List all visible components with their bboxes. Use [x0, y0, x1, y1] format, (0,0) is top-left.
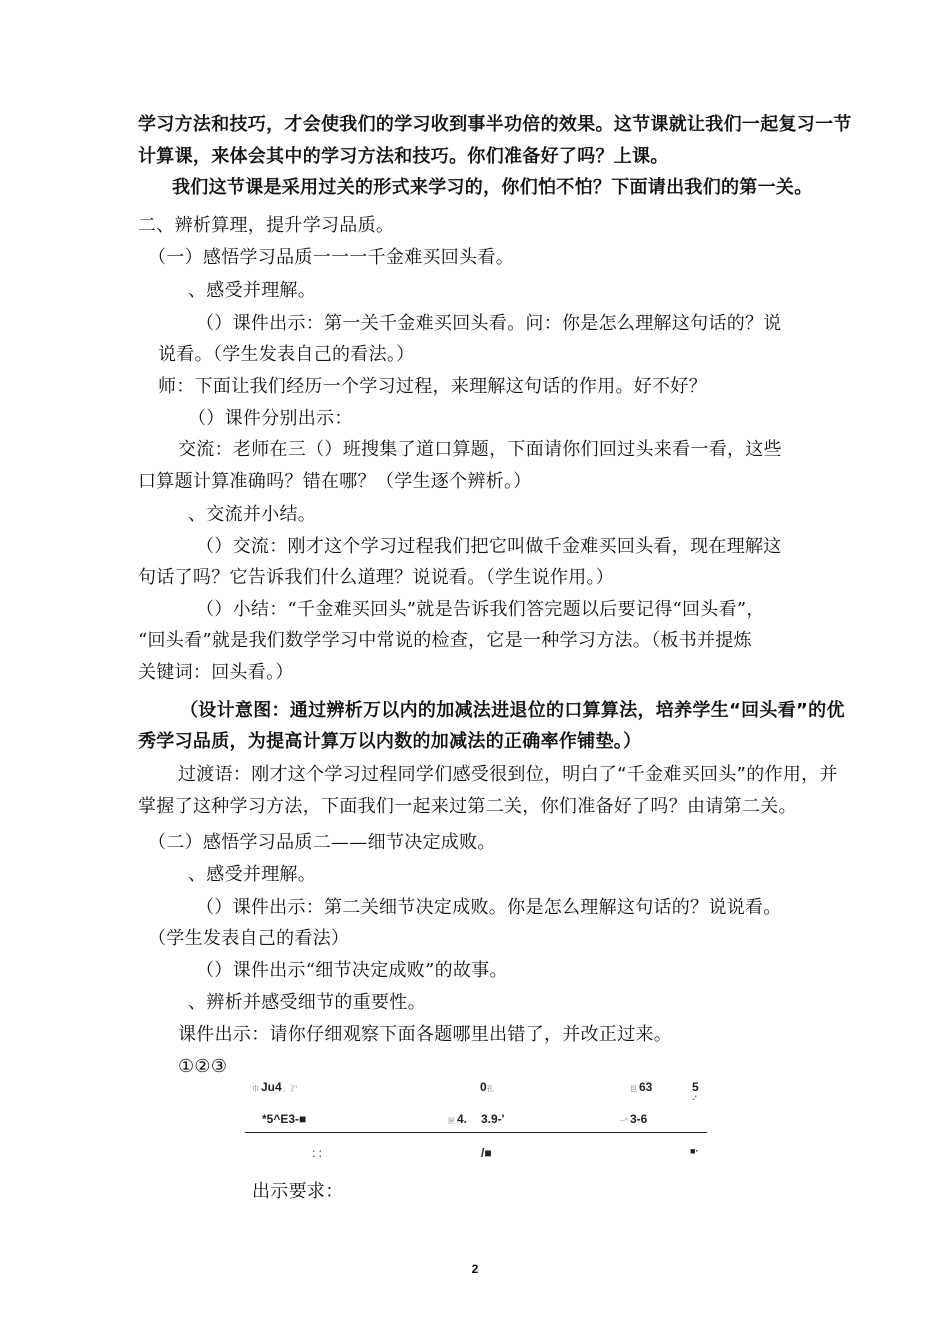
- problem-numbers: ①②③: [178, 1056, 228, 1077]
- paragraph-line: 交流：老师在三（）班搜集了道口算题，下面请你们回过头来看一看，这些: [178, 439, 782, 460]
- table-cell: *5^E3-■: [262, 1112, 307, 1126]
- table-cell: 巾 Ju4」了': [252, 1080, 298, 1094]
- paragraph-line: “回头看”就是我们数学学习中常说的检查，它是一种学习方法。（板书并提炼: [138, 630, 752, 651]
- design-intent-note: 秀学习品质，为提高计算万以内数的加减法的正确率作铺垫。）: [138, 731, 642, 752]
- table-cell: /■: [481, 1146, 492, 1160]
- paragraph-line: （）课件出示：第一关千金难买回头看。问：你是怎么理解这句话的？说: [196, 313, 782, 334]
- table-divider: [245, 1132, 707, 1133]
- table-cell: -': [692, 1094, 697, 1104]
- transition-text: 掌握了这种学习方法，下面我们一起来过第二关，你们准备好了吗？由请第二关。: [138, 796, 797, 817]
- table-cell: --^ 3-6: [620, 1112, 648, 1126]
- design-intent-note: （设计意图：通过辨析万以内的加减法进退位的口算算法，培养学生“回头看”的优: [180, 700, 845, 721]
- transition-text: 过渡语：刚才这个学习过程同学们感受很到位，明白了“千金难买回头”的作用，并: [178, 764, 838, 785]
- paragraph-line: 我们这节课是采用过关的形式来学习的，你们怕不怕？下面请出我们的第一关。: [172, 177, 813, 198]
- paragraph-line: 、辨析并感受细节的重要性。: [188, 992, 426, 1013]
- section-heading: 二、辨析算理，提升学习品质。: [138, 215, 395, 236]
- paragraph-line: （学生发表自己的看法）: [148, 928, 350, 949]
- paragraph-line: 关键词：回头看。）: [138, 662, 294, 683]
- page-number: 2: [471, 1262, 479, 1276]
- paragraph-line: （）课件出示：第二关细节决定成败。你是怎么理解这句话的？说说看。: [196, 897, 782, 918]
- paragraph-line: 师：下面让我们经历一个学习过程，来理解这句话的作用。好不好？: [158, 376, 707, 397]
- paragraph-line: 口算题计算准确吗？错在哪？（学生逐个辨析。）: [138, 471, 532, 492]
- paragraph-line: 句话了吗？它告诉我们什么道理？说说看。（学生说作用。）: [138, 567, 615, 588]
- subsection-heading: （一）感悟学习品质一一一千金难买回头看。: [148, 247, 514, 268]
- paragraph-line: 学习方法和技巧，才会使我们的学习收到事半功倍的效果。这节课就让我们一起复习一节: [138, 114, 852, 135]
- paragraph-line: 计算课，来体会其中的学习方法和技巧。你们准备好了吗？上课。: [138, 146, 669, 167]
- table-cell: 0孔: [480, 1080, 494, 1094]
- table-cell: 匣 4.: [448, 1112, 468, 1126]
- table-cell: ■·: [690, 1146, 699, 1156]
- table-cell: 3.9-': [481, 1112, 505, 1126]
- paragraph-line: （）小结：“千金难买回头”就是告诉我们答完题以后要记得“回头看”，: [196, 599, 765, 620]
- table-cell: 邑 63: [630, 1080, 653, 1094]
- subsection-heading: （二）感悟学习品质二——细节决定成败。: [148, 832, 496, 853]
- paragraph-line: 说看。（学生发表自己的看法。）: [158, 344, 415, 365]
- paragraph-line: 、感受并理解。: [188, 280, 317, 301]
- paragraph-line: 出示要求：: [252, 1181, 344, 1202]
- paragraph-line: 、交流并小结。: [188, 504, 317, 525]
- table-cell: 5: [692, 1080, 699, 1094]
- paragraph-line: 、感受并理解。: [188, 864, 317, 885]
- paragraph-line: （）交流：刚才这个学习过程我们把它叫做千金难买回头看，现在理解这: [196, 536, 782, 557]
- paragraph-line: （）课件分别出示：: [188, 408, 353, 429]
- paragraph-line: 课件出示：请你仔细观察下面各题哪里出错了，并改正过来。: [178, 1024, 673, 1045]
- table-cell: : :: [312, 1146, 323, 1160]
- paragraph-line: （）课件出示“细节决定成败”的故事。: [196, 960, 508, 981]
